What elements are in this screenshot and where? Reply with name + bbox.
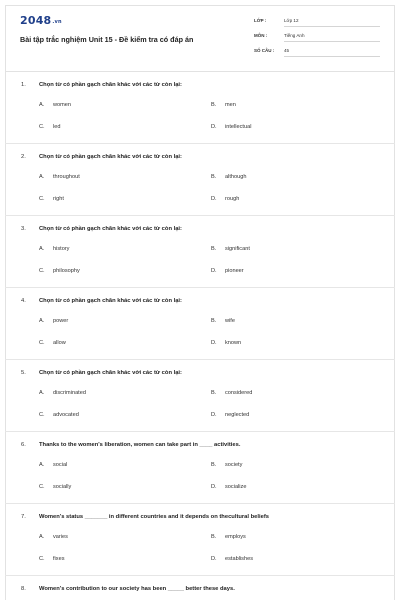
answer-option[interactable]: [39, 124, 60, 130]
answer-option[interactable]: [211, 196, 239, 202]
question-text: Chọn từ có phần gạch chân khác với các từ còn lại:: [39, 154, 182, 160]
meta-question-count: [254, 46, 380, 61]
answer-option[interactable]: [39, 268, 80, 274]
question-list: [0, 80, 400, 600]
option-text: varies: [53, 534, 68, 540]
question-number: 1.: [21, 82, 26, 88]
option-text: led: [53, 124, 61, 130]
meta-value: Lớp 12: [284, 18, 380, 27]
question-text: Thanks to the women's liberation, women can take part in ____ activities.: [39, 442, 241, 448]
option-letter: A.: [39, 462, 45, 468]
option-letter: B.: [211, 102, 217, 108]
question-item: [0, 296, 400, 368]
answer-option[interactable]: [211, 318, 235, 324]
question-text: Chọn từ có phần gạch chân khác với các từ còn lại:: [39, 226, 182, 232]
answer-option[interactable]: [211, 556, 253, 562]
answer-option[interactable]: [211, 124, 251, 130]
option-letter: B.: [211, 462, 217, 468]
answer-option[interactable]: [39, 412, 79, 418]
answer-option[interactable]: [211, 340, 241, 346]
option-letter: C.: [39, 412, 45, 418]
answer-option[interactable]: [39, 340, 66, 346]
option-text: right: [53, 196, 64, 202]
question-divider: [5, 143, 395, 144]
option-text: employs: [225, 534, 246, 540]
option-letter: A.: [39, 534, 45, 540]
question-item: [0, 512, 400, 584]
option-text: power: [53, 318, 69, 324]
answer-option[interactable]: [39, 556, 65, 562]
option-text: society: [225, 462, 243, 468]
question-divider: [5, 287, 395, 288]
answer-option[interactable]: [39, 174, 80, 180]
meta-label: LỚP :: [254, 18, 267, 23]
question-text: Chọn từ có phần gạch chân khác với các từ còn lại:: [39, 298, 182, 304]
option-letter: B.: [211, 174, 217, 180]
option-letter: D.: [211, 268, 217, 274]
option-text: wife: [225, 318, 235, 324]
answer-option[interactable]: [211, 390, 252, 396]
answer-option[interactable]: [39, 196, 64, 202]
option-letter: A.: [39, 318, 45, 324]
answer-option[interactable]: [211, 246, 250, 252]
question-item: [0, 80, 400, 152]
option-letter: D.: [211, 340, 217, 346]
option-letter: A.: [39, 102, 45, 108]
option-text: establishes: [225, 556, 253, 562]
question-number: 5.: [21, 370, 26, 376]
option-text: throughout: [53, 174, 80, 180]
option-letter: D.: [211, 556, 217, 562]
worksheet-header: [20, 14, 380, 64]
answer-option[interactable]: [211, 484, 246, 490]
question-number: 8.: [21, 586, 26, 592]
question-text: Chọn từ có phần gạch chân khác với các từ còn lại:: [39, 82, 182, 88]
option-text: rough: [225, 196, 240, 202]
answer-option[interactable]: [39, 462, 67, 468]
option-letter: C.: [39, 340, 45, 346]
question-item: [0, 152, 400, 224]
option-text: philosophy: [53, 268, 80, 274]
question-item: [0, 584, 400, 600]
option-letter: B.: [211, 318, 217, 324]
option-text: advocated: [53, 412, 79, 418]
question-divider: [5, 431, 395, 432]
question-divider: [5, 215, 395, 216]
option-text: significant: [225, 246, 250, 252]
option-text: social: [53, 462, 68, 468]
answer-option[interactable]: [39, 484, 71, 490]
option-letter: C.: [39, 124, 45, 130]
option-letter: C.: [39, 196, 45, 202]
option-text: neglected: [225, 412, 250, 418]
meta-value: Tiếng Anh: [284, 33, 380, 42]
meta-value: 45: [284, 48, 380, 57]
option-letter: D.: [211, 412, 217, 418]
worksheet-meta: [254, 16, 380, 61]
question-number: 6.: [21, 442, 26, 448]
question-divider: [5, 359, 395, 360]
answer-option[interactable]: [211, 412, 249, 418]
meta-label: SỐ CÂU :: [254, 48, 275, 53]
question-text: Women's status _______ in different countries and it depends on thecultural beliefs: [39, 514, 269, 520]
meta-subject: [254, 31, 380, 46]
answer-option[interactable]: [211, 534, 246, 540]
answer-option[interactable]: [39, 390, 86, 396]
meta-grade: [254, 16, 380, 31]
question-text: Women's contribution to our society has been _____ better these days.: [39, 586, 235, 592]
question-number: 7.: [21, 514, 26, 520]
option-letter: C.: [39, 484, 45, 490]
option-text: intellectual: [225, 124, 252, 130]
question-number: 2.: [21, 154, 26, 160]
option-letter: A.: [39, 246, 45, 252]
option-letter: A.: [39, 174, 45, 180]
option-text: men: [225, 102, 236, 108]
option-text: socialize: [225, 484, 247, 490]
option-letter: B.: [211, 390, 217, 396]
question-item: [0, 440, 400, 512]
option-text: history: [53, 246, 70, 252]
option-text: fixes: [53, 556, 65, 562]
answer-option[interactable]: [211, 462, 242, 468]
logo-domain: .vn: [52, 19, 62, 25]
question-number: 3.: [21, 226, 26, 232]
option-letter: C.: [39, 556, 45, 562]
site-logo[interactable]: [20, 14, 62, 27]
option-letter: D.: [211, 124, 217, 130]
question-item: [0, 368, 400, 440]
option-text: pioneer: [225, 268, 244, 274]
meta-label: MÔN :: [254, 33, 268, 38]
question-divider: [5, 575, 395, 576]
logo-main: 2048: [20, 14, 52, 27]
option-letter: B.: [211, 246, 217, 252]
option-letter: B.: [211, 534, 217, 540]
option-text: known: [225, 340, 242, 346]
answer-option[interactable]: [39, 246, 69, 252]
option-text: allow: [53, 340, 66, 346]
question-number: 4.: [21, 298, 26, 304]
answer-option[interactable]: [211, 102, 236, 108]
option-text: discriminated: [53, 390, 86, 396]
question-divider: [5, 503, 395, 504]
question-item: [0, 224, 400, 296]
answer-option[interactable]: [211, 268, 244, 274]
answer-option[interactable]: [39, 102, 71, 108]
option-text: considered: [225, 390, 253, 396]
question-text: Chọn từ có phần gạch chân khác với các từ còn lại:: [39, 370, 182, 376]
answer-option[interactable]: [39, 534, 68, 540]
worksheet-title: Bài tập trắc nghiệm Unit 15 - Đề kiểm tra có đáp án: [20, 35, 194, 44]
answer-option[interactable]: [211, 174, 246, 180]
option-letter: A.: [39, 390, 45, 396]
option-text: women: [53, 102, 72, 108]
option-letter: D.: [211, 196, 217, 202]
header-divider: [5, 71, 395, 72]
option-text: although: [225, 174, 247, 180]
option-letter: C.: [39, 268, 45, 274]
option-text: socially: [53, 484, 72, 490]
option-letter: D.: [211, 484, 217, 490]
answer-option[interactable]: [39, 318, 68, 324]
